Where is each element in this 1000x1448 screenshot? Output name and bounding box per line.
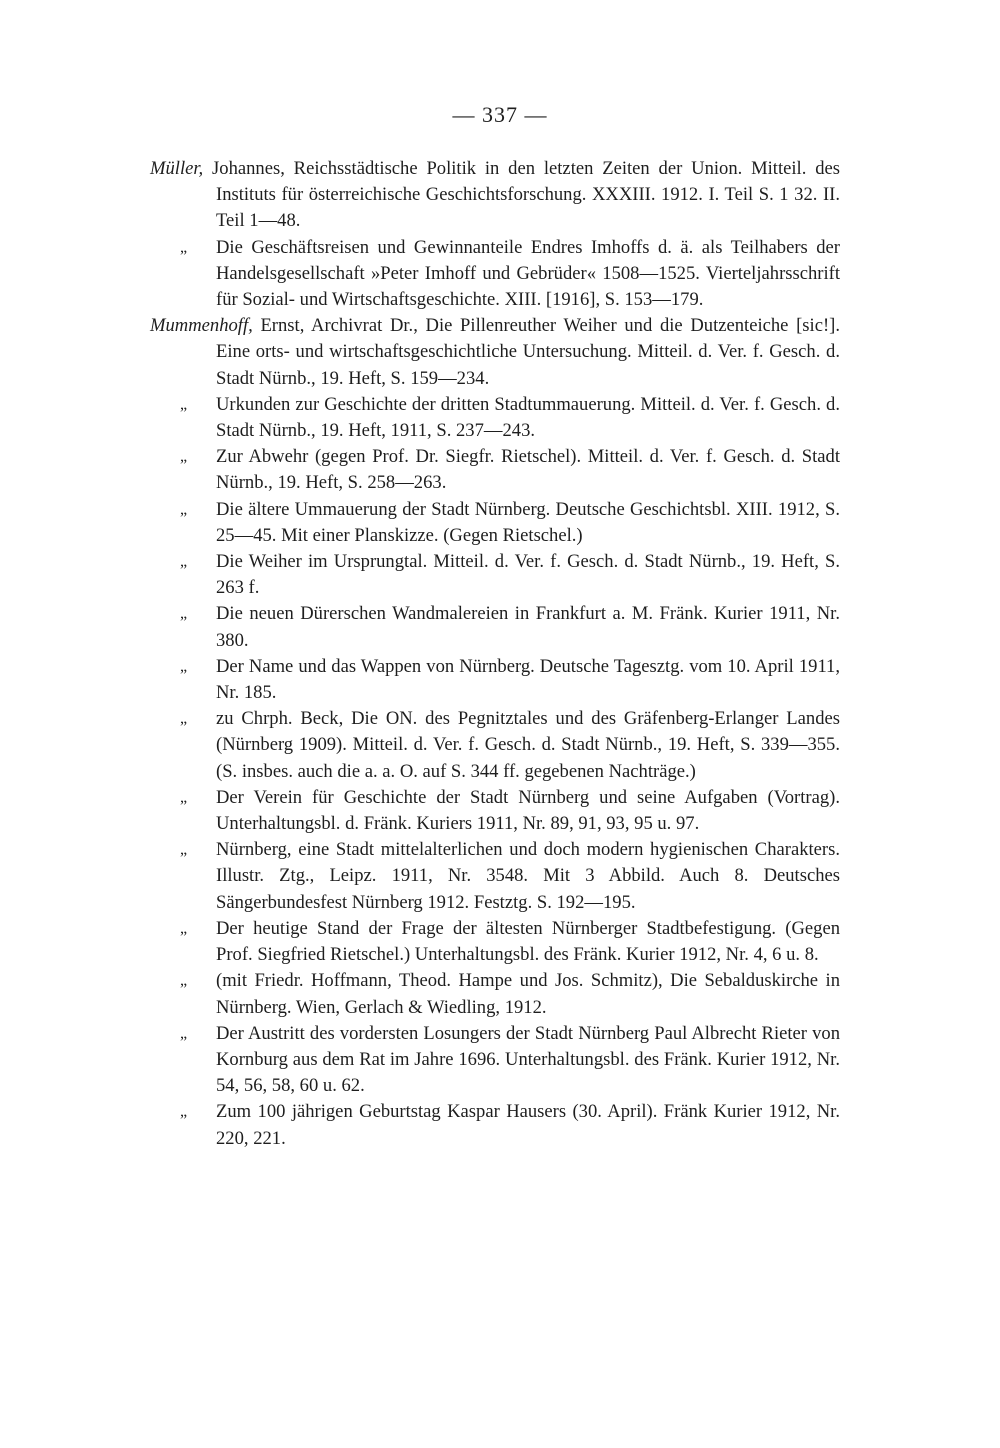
- entry-text: Ernst, Archivrat Dr., Die Pillenreuther Weiher und die Dutzenteiche [sic!]. Eine orts- und wirtschaftsgeschichtliche Untersuchung. Mitteil. d. Ver. f. Gesch. d. Stadt Nürnb., 19. Heft, S. 159—234.: [216, 315, 840, 389]
- entry-text: (mit Friedr. Hoffmann, Theod. Hampe und Jos. Schmitz), Die Sebalduskirche in Nürnberg. Wien, Gerlach & Wiedling, 1912.: [216, 970, 840, 1018]
- entry-text: Der heutige Stand der Frage der ältesten Nürnberger Stadtbefestigung. (Gegen Prof. Siegfried Rietschel.) Unterhaltungsbl. des Fränk. Kurier 1912, Nr. 4, 6 u. 8.: [216, 917, 840, 966]
- entry-text: Zur Abwehr (gegen Prof. Dr. Siegfr. Rietschel). Mitteil. d. Ver. f. Gesch. d. Stadt Nürnb., 19. Heft, S. 258—263.: [216, 446, 840, 494]
- entry-text: Die ältere Ummauerung der Stadt Nürnberg. Deutsche Geschichtsbl. XIII. 1912, S. 25—45. Mit einer Planskizze. (Gegen Rietschel.): [216, 498, 840, 546]
- entry-text: Nürnberg, eine Stadt mittelalterlichen und doch modern hygienischen Charakters. Illustr. Ztg., Leipz. 1911, Nr. 3548. Mit 3 Abbild. Auch 8. Deutsches Sängerbundesfest Nürnberg 1912. Festztg. S. 192—195.: [216, 839, 840, 913]
- page-number: — 337 —: [452, 102, 548, 127]
- entry-text: Johannes, Reichsstädtische Politik in den letzten Zeiten der Union. Mitteil. des Instituts für österreichische Geschichtsforschung. XXXIII. 1912. I. Teil S. 1 32. II. Teil 1—48.: [203, 158, 840, 232]
- entry-text: zu Chrph. Beck, Die ON. des Pegnitztales und des Gräfenberg-Erlanger Landes (Nürnberg 1909). Mitteil. d. Ver. f. Gesch. d. Stadt Nürnb., 19. Heft, S. 339—355. (S. insbes. auch die a. a. O. auf S. 344 ff. gegebenen Nachträge.): [216, 708, 840, 782]
- bibliography-entry: [150, 313, 840, 392]
- ditto-mark: „: [180, 1103, 188, 1121]
- entry-author: Müller,: [150, 158, 204, 179]
- bibliography-entry: [150, 654, 840, 706]
- ditto-mark: „: [180, 710, 188, 728]
- bibliography-entry: [150, 968, 840, 1020]
- entry-text: Der Verein für Geschichte der Stadt Nürnberg und seine Aufgaben (Vortrag). Unterhaltungsbl. d. Fränk. Kuriers 1911, Nr. 89, 91, 93, 95 u. 97.: [216, 786, 840, 835]
- bibliography-entry: [150, 497, 840, 549]
- bibliography-entry: [150, 706, 840, 785]
- ditto-mark: „: [180, 553, 188, 571]
- entry-text: Die neuen Dürerschen Wandmalereien in Frankfurt a. M. Fränk. Kurier 1911, Nr. 380.: [216, 603, 840, 651]
- entry-text: Die Weiher im Ursprungtal. Mitteil. d. Ver. f. Gesch. d. Stadt Nürnb., 19. Heft, S. 263 f.: [216, 551, 840, 599]
- ditto-mark: „: [180, 919, 188, 937]
- bibliography-entry: [150, 235, 840, 314]
- ditto-mark: „: [180, 605, 188, 623]
- entry-text: Die Geschäftsreisen und Gewinnanteile Endres Imhoffs d. ä. als Teilhabers der Handelsgesellschaft »Peter Imhoff und Gebrüder« 1508—1525. Vierteljahrsschrift für Sozial- und Wirtschaftsgeschichte. XIII. [1916], S. 153—179.: [216, 236, 840, 311]
- entry-text: Zum 100 jährigen Geburtstag Kaspar Hausers (30. April). Fränk Kurier 1912, Nr. 220, 221.: [216, 1101, 840, 1149]
- bibliography-entry: [150, 444, 840, 496]
- bibliography-entry: [150, 392, 840, 444]
- entry-author: Mummenhoff,: [150, 315, 253, 337]
- ditto-mark: „: [180, 657, 188, 675]
- ditto-mark: „: [180, 1024, 188, 1042]
- bibliography-entry: [150, 1099, 840, 1151]
- ditto-mark: „: [180, 500, 188, 518]
- bibliography-entries: [150, 156, 840, 1152]
- bibliography-entry: [150, 601, 840, 653]
- bibliography-entry: [150, 156, 840, 235]
- entry-text: Der Name und das Wappen von Nürnberg. Deutsche Tagesztg. vom 10. April 1911, Nr. 185.: [216, 655, 840, 704]
- ditto-mark: „: [180, 788, 188, 806]
- bibliography-entry: [150, 785, 840, 837]
- entry-text: Urkunden zur Geschichte der dritten Stadtummauerung. Mitteil. d. Ver. f. Gesch. d. Stadt Nürnb., 19. Heft, 1911, S. 237—243.: [216, 393, 840, 442]
- bibliography-entry: [150, 549, 840, 601]
- ditto-mark: „: [180, 238, 188, 256]
- ditto-mark: „: [180, 395, 188, 413]
- bibliography-entry: [150, 1021, 840, 1100]
- bibliography-entry: [150, 837, 840, 916]
- ditto-mark: „: [180, 841, 188, 859]
- entry-text: Der Austritt des vordersten Losungers der Stadt Nürnberg Paul Albrecht Rieter von Kornburg aus dem Rat im Jahre 1696. Unterhaltungsbl. des Fränk. Kurier 1912, Nr. 54, 56, 58, 60 u. 62.: [216, 1022, 840, 1097]
- bibliography-entry: [150, 916, 840, 968]
- ditto-mark: „: [180, 972, 188, 990]
- ditto-mark: „: [180, 448, 188, 466]
